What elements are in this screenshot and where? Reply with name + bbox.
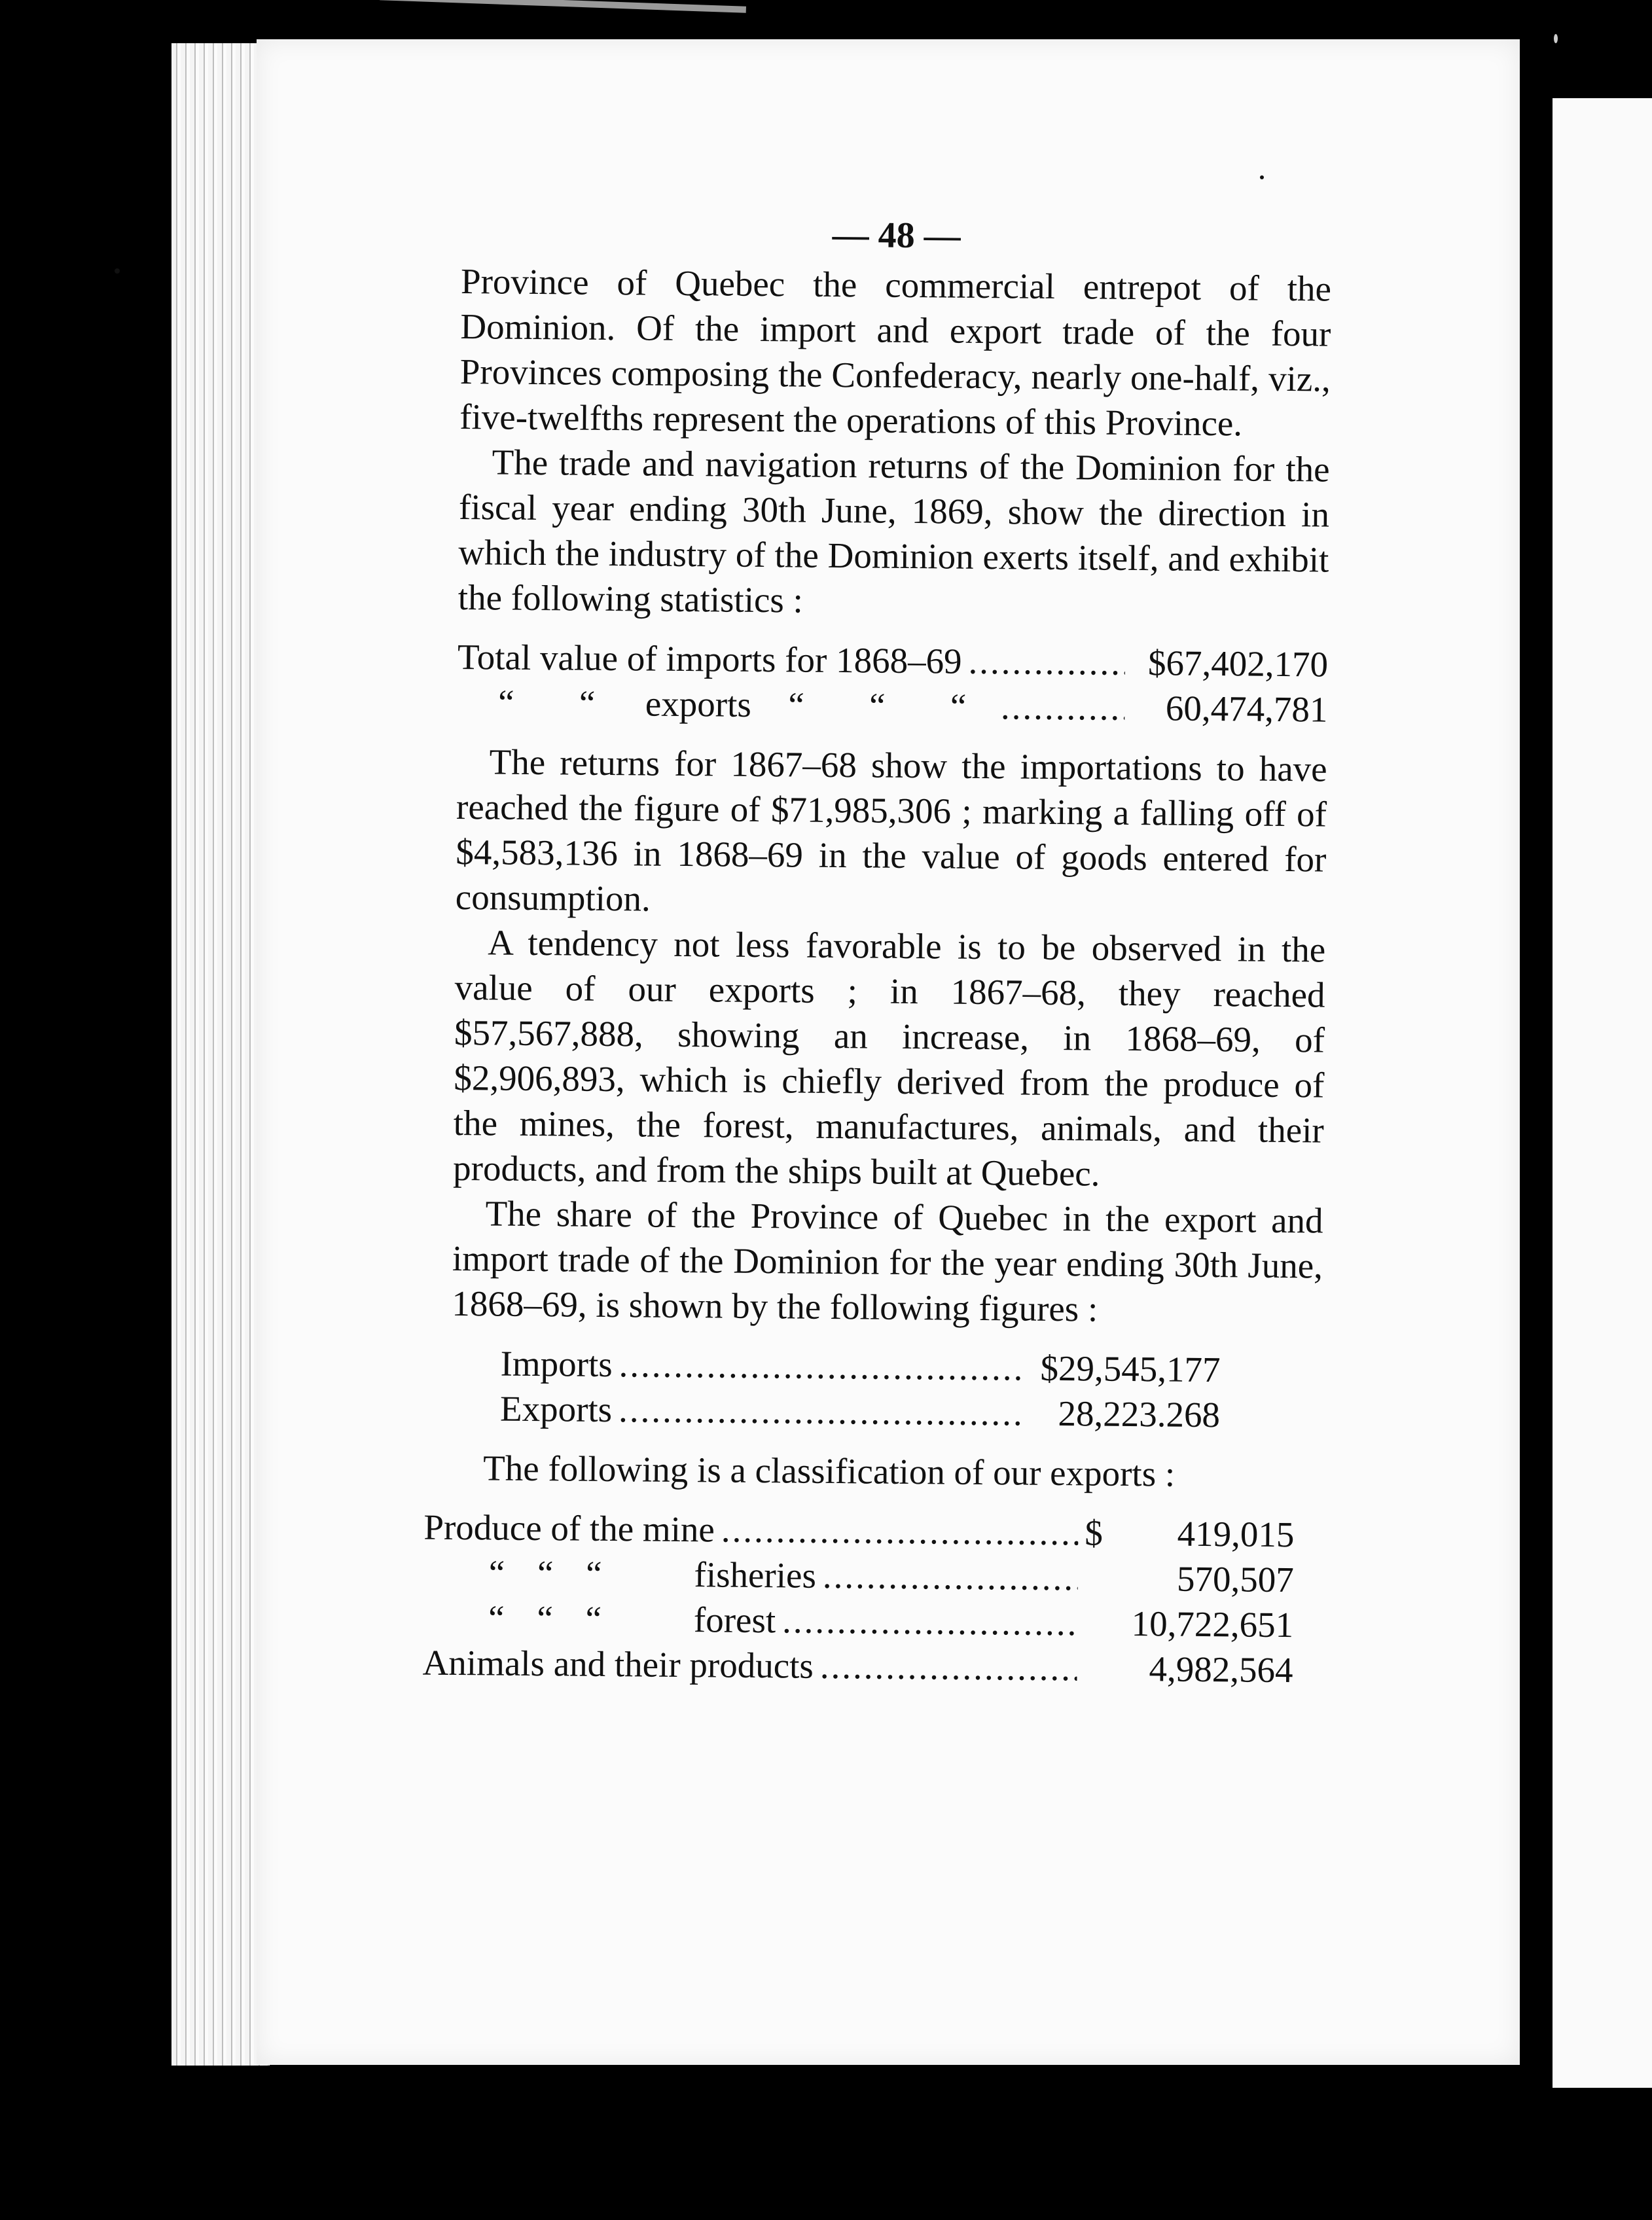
- share-row-exports: [500, 1386, 1221, 1438]
- ditto-mark: “: [579, 683, 596, 723]
- dot-leader: [619, 1387, 1024, 1435]
- totals-row-exports: [457, 679, 1328, 732]
- exports-word: exports: [645, 683, 752, 725]
- row-value: 60,474,781: [1165, 688, 1328, 730]
- page-edges: [171, 43, 270, 2066]
- row-label: Imports: [500, 1343, 613, 1385]
- ditto-mark: “ “ “: [488, 1552, 614, 1594]
- dot-leader: [782, 1598, 1078, 1645]
- paragraph: A tendency not less favorable is to be observed in the value of our exports ; in 1867–68, they reached $57,567,888, showing an increase, in 1868–69, of $2,906,893, which is chiefly derived from the produce of the mines, the forest, manufactures, animals, and their products, and from the ships built at Quebec.: [452, 922, 1326, 1194]
- facing-page-edge: [1553, 98, 1652, 2088]
- quebec-share-table: [500, 1341, 1221, 1438]
- class-row: [423, 1595, 1294, 1648]
- dot-leader: [823, 1553, 1079, 1600]
- currency-sign: $: [1085, 1513, 1104, 1553]
- dot-leader: [1001, 684, 1125, 730]
- totals-table: [457, 634, 1328, 732]
- totals-row-imports: [458, 634, 1329, 687]
- class-row: [422, 1640, 1293, 1693]
- row-label: Animals and their products: [422, 1642, 814, 1686]
- scan-speck: [1554, 34, 1558, 43]
- scan-speck: [1260, 175, 1264, 179]
- page-text: [422, 209, 1332, 1693]
- dot-leader: [820, 1643, 1077, 1691]
- row-label: Total value of imports for 1868–69: [457, 636, 962, 681]
- row-label: Exports: [499, 1388, 613, 1430]
- row-value: 10,722,651: [1131, 1603, 1294, 1645]
- paragraph: The returns for 1867–68 show the importations to have reached the figure of $71,985,306 ; marking a falling off of $4,583,136 in 1868–69 in the value of goods entered for consumption.: [455, 742, 1327, 919]
- classification-table: [422, 1505, 1294, 1693]
- row-label: [423, 1595, 776, 1643]
- scan-edge-line: [380, 0, 746, 13]
- paragraph: The share of the Province of Quebec in the export and import trade of the Dominion for the year ending 30th June, 1868–69, is shown by the following figures :: [452, 1193, 1323, 1329]
- row-value: 28,223.268: [1058, 1393, 1221, 1435]
- scan-speck: [115, 268, 120, 274]
- ditto-mark: “ “ “: [488, 1598, 614, 1639]
- dot-leader: [968, 639, 1125, 685]
- ditto-mark: “: [497, 682, 514, 723]
- class-row: [423, 1505, 1295, 1558]
- paragraph: The following is a classification of our exports :: [482, 1448, 1176, 1494]
- paragraph: The trade and navigation returns of the Dominion for the fiscal year ending 30th June, 1869, show the direction in which the industry of the Dominion exerts itself, and exhibit the following statistics :: [458, 442, 1330, 620]
- dot-leader: [619, 1342, 1024, 1390]
- row-value: $29,545,177: [1040, 1348, 1221, 1390]
- currency-sign: [1083, 1680, 1129, 1681]
- ditto-mark: “: [950, 686, 967, 726]
- row-label: Produce of the mine: [423, 1507, 715, 1550]
- row-value: 570,507: [1176, 1558, 1295, 1600]
- row-label-text: fisheries: [694, 1554, 817, 1596]
- paragraph: Province of Quebec the commercial entrepot of the Dominion. Of the import and export trade of the four Provinces composing the Confederacy, nearly one-half, viz., five-twelfths represent the operations of this Province.: [459, 260, 1332, 444]
- page-number: — 48 —: [832, 214, 961, 257]
- dot-leader: [721, 1507, 1079, 1556]
- row-label-text: forest: [693, 1600, 776, 1641]
- row-value: $67,402,170: [1147, 643, 1329, 685]
- share-row-imports: [500, 1341, 1221, 1393]
- ditto-mark: “: [869, 685, 886, 726]
- row-label: [423, 1550, 817, 1598]
- ditto-mark: “: [788, 685, 805, 725]
- row-value: 4,982,564: [1149, 1649, 1293, 1691]
- currency-sign: [1084, 1635, 1130, 1636]
- class-row: [423, 1550, 1295, 1603]
- row-label: [457, 679, 994, 729]
- row-value: 419,015: [1177, 1513, 1295, 1555]
